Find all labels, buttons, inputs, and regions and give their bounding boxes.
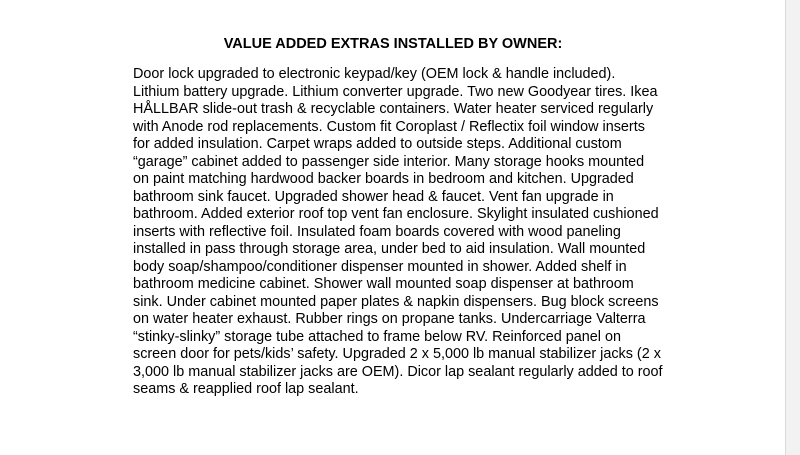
document-body-paragraph: Door lock upgraded to electronic keypad/key (OEM lock & handle included). Lithium battery upgrade. Lithium converter upgrade. Two new Goodyear tires. Ikea HÅLLBAR slide-out trash & recyclable containers. Water heater serviced regularly with Anode rod replacements. Custom fit Coroplast / Reflectix foil window inserts for added insulation. Carpet wraps added to outside steps. Additional custom “garage” cabinet added to passenger side interior. Many storage hooks mounted on paint matching hardwood backer boards in bedroom and kitchen. Upgraded bathroom sink faucet. Upgraded shower head & faucet. Vent fan upgrade in bathroom. Added exterior roof top vent fan enclosure. Skylight insulated cushioned inserts with reflective foil. Insulated foam boards covered with wood paneling installed in pass through storage area, under bed to aid insulation. Wall mounted body soap/shampoo/conditioner dispenser mounted in shower. Added shelf in bathroom medicine cabinet. Shower wall mounted soap dispenser at bathroom sink. Under cabinet mounted paper plates & napkin dispensers. Bug block screens on water heater exhaust. Rubber rings on propane tanks. Undercarriage Valterra “stinky-slinky” storage tube attached to frame below RV. Reinforced panel on screen door for pets/kids’ safety. Upgraded 2 x 5,000 lb manual stabilizer jacks (2 x 3,000 lb manual stabilizer jacks are OEM). Dicor lap sealant regularly added to roof seams & reapplied roof lap sealant. (133, 66, 663, 397)
document-heading: VALUE ADDED EXTRAS INSTALLED BY OWNER: (223, 36, 563, 52)
page-edge-divider (785, 0, 800, 455)
